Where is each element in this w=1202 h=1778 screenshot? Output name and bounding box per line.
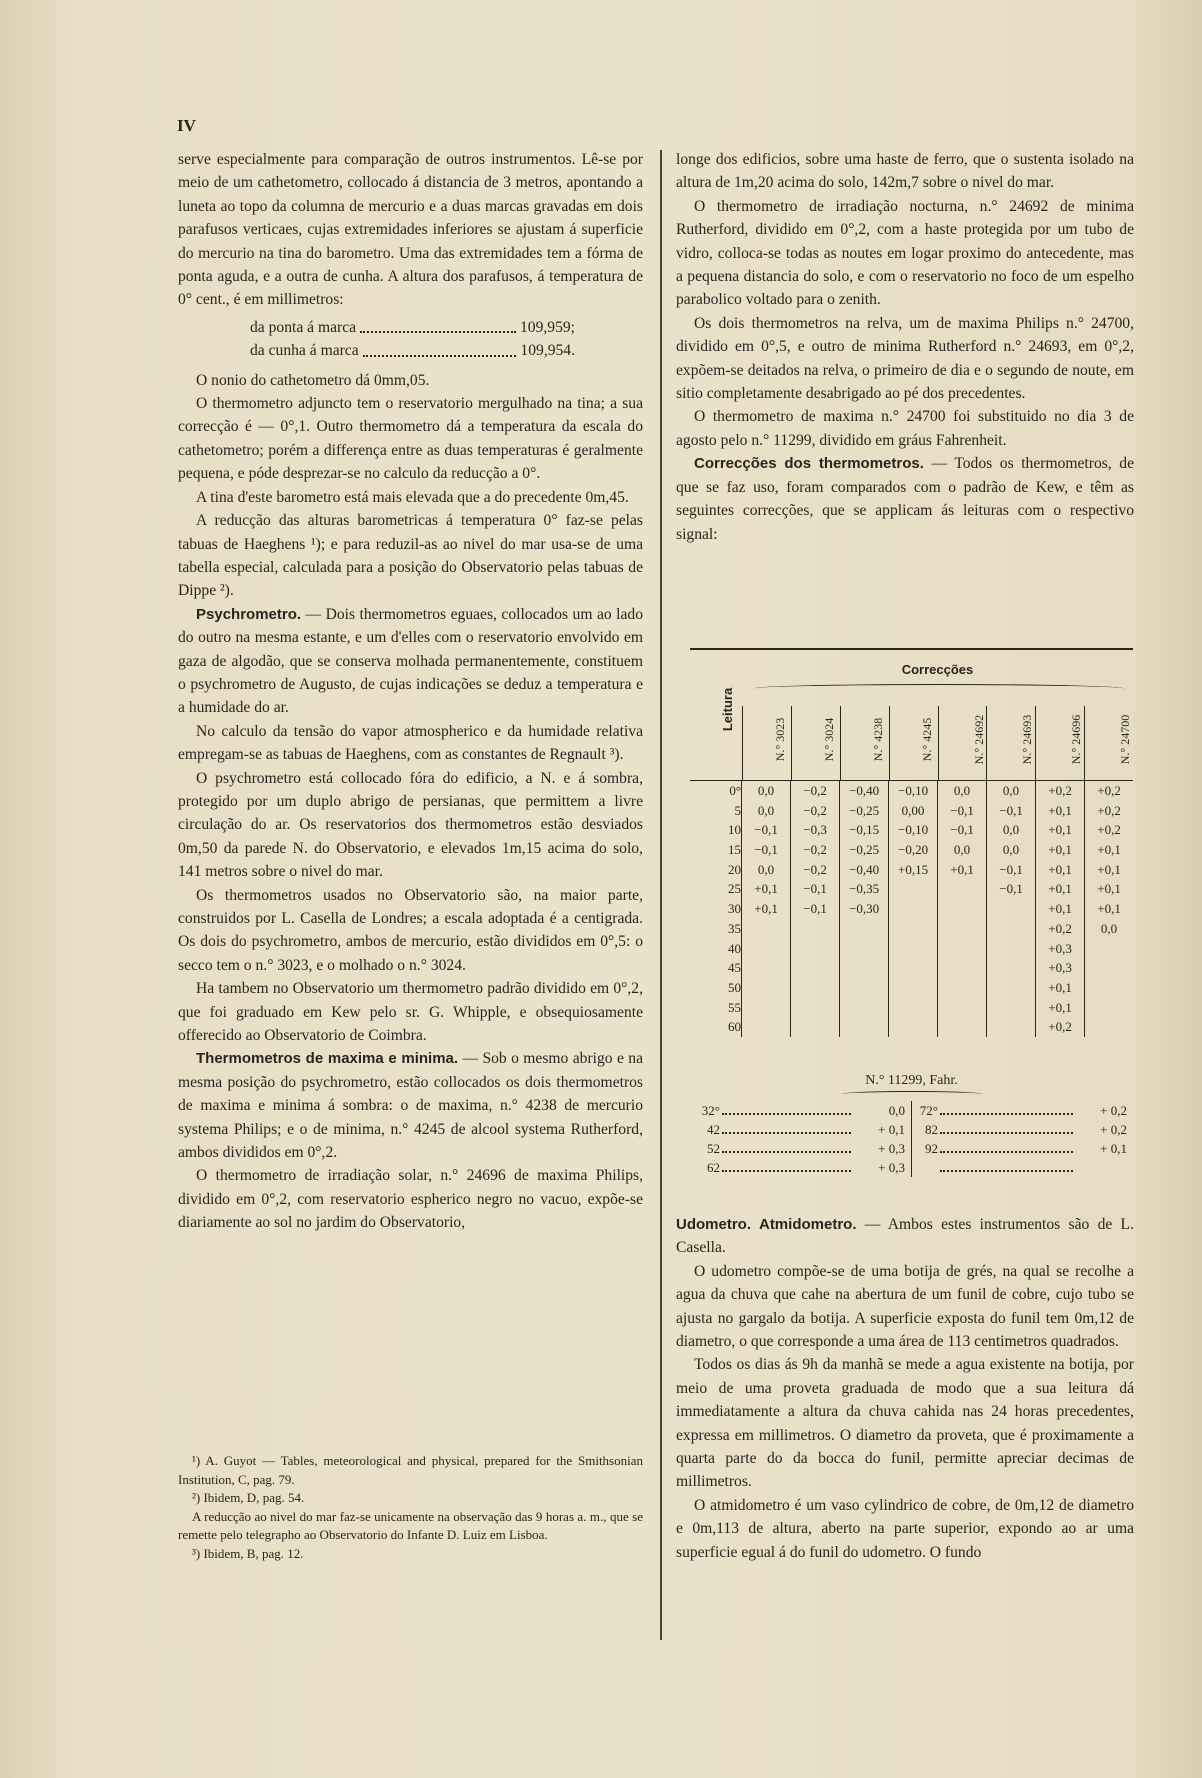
- column-header-label: N.° 3024: [822, 717, 837, 762]
- table-cell: [986, 958, 1035, 978]
- table-cell: −0,25: [839, 801, 888, 821]
- table-cell: −0,40: [839, 860, 888, 880]
- table-cell: [986, 978, 1035, 998]
- table-row: [690, 919, 1133, 939]
- table-cell: +0,15: [888, 860, 937, 880]
- table-cell: +0,1: [1035, 840, 1084, 860]
- table-cell: [839, 1017, 888, 1037]
- section-heading: Correcções dos thermometros.: [694, 455, 924, 473]
- table-cell: −0,35: [839, 879, 888, 899]
- table-cell: +0,1: [1035, 801, 1084, 821]
- table-cell: −0,1: [986, 801, 1035, 821]
- table-cell: [937, 998, 986, 1018]
- table-cell: +0,2: [1035, 919, 1084, 939]
- column-header-label: N.° 4245: [919, 717, 934, 762]
- table-cell: −0,1: [790, 879, 839, 899]
- fahr-reading: [912, 1158, 938, 1177]
- column-header-label: N.° 24693: [1020, 714, 1035, 765]
- table-cell: +0,1: [1035, 820, 1084, 840]
- footnote: A reducção ao nivel do mar faz-se unicamente na observação das 9 horas a. m., que se remette pelo telegrapho ao Observatorio do Infante D. Luiz em Lisboa.: [178, 1508, 643, 1542]
- table-cell: 0,0: [1084, 919, 1133, 939]
- table-cell: +0,1: [1035, 998, 1084, 1018]
- table-cell: [986, 919, 1035, 939]
- row-label: 50: [728, 979, 742, 995]
- section-paragraph: [178, 603, 643, 720]
- table-cell: [986, 998, 1035, 1018]
- table-cell: 0,0: [937, 781, 986, 801]
- table-row: [690, 781, 1133, 801]
- table-cell: +0,3: [1035, 939, 1084, 959]
- table-cell: [1084, 939, 1133, 959]
- paragraph: Os dois thermometros na relva, um de maxima Philips n.° 24700, dividido em 0°,5, e outro de minima Rutherford n.° 24693, em 0°,2, expõem-se deitados na relva, o primeiro de dia e o segundo de noute, em sitio completamente desabrigado ao pé dos precedentes.: [676, 314, 1134, 403]
- fahr-reading: 62: [707, 1160, 720, 1175]
- table-cell: [888, 998, 937, 1018]
- footnotes: [178, 1452, 643, 1563]
- measurement-list: [250, 316, 575, 363]
- table-cell: [888, 939, 937, 959]
- table-row: [690, 899, 1133, 919]
- table-cell: [1084, 978, 1133, 998]
- table-cell: [986, 1017, 1035, 1037]
- row-label: 30: [728, 901, 742, 917]
- table-cell: −0,30: [839, 899, 888, 919]
- measurement-value: 109,954.: [520, 342, 575, 360]
- table-cell: −0,15: [839, 820, 888, 840]
- paragraph: serve especialmente para comparação de outros instrumentos. Lê-se por meio de um cathetometro, collocado á distancia de 3 metros, apontando a luneta ao topo da columna de mercurio e a duas marcas gravadas em dois parafusos verticaes, cujas extremidades inferiores se ajustam á superficie do mercurio na tina do barometro. Uma das extremidades tem a fórma de ponta aguda, e a outra de cunha. A altura dos parafusos, á temperatura de 0° cent., é em millimetros:: [178, 151, 643, 309]
- table-cell: 0,0: [937, 840, 986, 860]
- table-cell: [888, 899, 937, 919]
- section-text: — Sob o mesmo abrigo e na mesma posição do psychrometro, estão collocados os dois thermometros de maxima e minima á sombra: o de maxima, n.° 4238 de mercurio systema Philips; e o de minima, n.° 4245 de alcool systema Rutherford, ambos divididos em 0°,2.: [178, 1050, 644, 1162]
- table-row: [690, 879, 1133, 899]
- paragraph: longe dos edificios, sobre uma haste de ferro, que o sustenta isolado na altura de 1m,20 acima do solo, 142m,7 sobre o nivel do mar.: [676, 151, 1134, 192]
- header-brace: [754, 684, 1124, 693]
- table-cell: −0,20: [888, 840, 937, 860]
- table-cell: +0,1: [1084, 899, 1133, 919]
- footnote: ²) Ibidem, D, pag. 54.: [192, 1490, 305, 1505]
- table-cell: [937, 1017, 986, 1037]
- table-cell: [986, 899, 1035, 919]
- paragraph: No calculo da tensão do vapor atmospherico e da humidade relativa empregam-se as tabuas de Haeghens, com as constantes de Regnault ³).: [178, 722, 643, 764]
- table-cell: 0,0: [741, 781, 790, 801]
- column-header: [1084, 706, 1133, 780]
- table-cell: +0,2: [1035, 1017, 1084, 1037]
- table-cell: [937, 919, 986, 939]
- table-cell: [839, 998, 888, 1018]
- paragraph: O thermometro de maxima n.° 24700 foi substituido no dia 3 de agosto pelo n.° 11299, dividido em gráus Fahrenheit.: [676, 408, 1134, 449]
- corrections-table: [690, 648, 1133, 1037]
- footnote: ¹) A. Guyot — Tables, meteorological and physical, prepared for the Smithsonian Institution, C, pag. 79.: [178, 1453, 643, 1487]
- row-label: 35: [728, 920, 742, 936]
- fahrenheit-table: [690, 1073, 1133, 1177]
- table-cell: [1084, 958, 1133, 978]
- row-label: 60: [728, 1019, 742, 1035]
- table-cell: [937, 879, 986, 899]
- row-label: 55: [728, 999, 742, 1015]
- paragraph: Os thermometros usados no Observatorio são, na maior parte, construidos por L. Casella de Londres; a escala adoptada é a centigrada. Os dois do psychrometro, ambos de mercurio, estão divididos em 0°,5: o secco tem o n.° 3023, e o molhado o n.° 3024.: [178, 886, 643, 974]
- fahr-title: N.° 11299, Fahr.: [865, 1073, 958, 1088]
- table-cell: [741, 998, 790, 1018]
- fahr-reading: 72°: [919, 1103, 938, 1118]
- table-cell: [741, 919, 790, 939]
- row-label: 5: [734, 802, 742, 818]
- row-label: 0°: [729, 783, 742, 798]
- table-row: [690, 801, 1133, 821]
- table-cell: −0,40: [839, 781, 888, 801]
- section-text: — Todos os thermometros, de que se faz uso, foram comparados com o padrão de Kew, e têm as seguintes correcções, que se applicam ás leituras com o respectivo signal:: [676, 455, 1134, 543]
- table-row: [690, 840, 1133, 860]
- fahr-correction: + 0,1: [878, 1122, 905, 1137]
- measurement-label: da ponta á marca: [250, 318, 357, 336]
- table-cell: [937, 899, 986, 919]
- table-cell: [741, 1017, 790, 1037]
- table-cell: +0,1: [1035, 879, 1084, 899]
- section-paragraph: [676, 1213, 1134, 1260]
- leitura-header: Leitura: [720, 687, 736, 732]
- fahr-row: [690, 1158, 1133, 1177]
- table-cell: [790, 1017, 839, 1037]
- fahr-correction: 0,0: [888, 1103, 905, 1118]
- section-paragraph: [676, 452, 1134, 546]
- table-row: [690, 998, 1133, 1018]
- table-cell: [888, 919, 937, 939]
- table-cell: [741, 939, 790, 959]
- table-row: [690, 820, 1133, 840]
- column-header: [742, 706, 791, 780]
- table-cell: [839, 958, 888, 978]
- paragraph: Todos os dias ás 9h da manhã se mede a agua existente na botija, por meio de uma proveta graduada de modo que a sua leitura dá immediatamente a altura da chuva cahida nas 24 horas precedentes, expressa em millimetros. O diametro da proveta, que é proximamente a quarta parte do da bocca do funil, permitte apreciar decimas de millimetros.: [676, 1356, 1134, 1491]
- table-cell: 0,0: [986, 781, 1035, 801]
- section-heading: Udometro. Atmidometro.: [676, 1216, 857, 1233]
- row-label: 10: [728, 822, 742, 838]
- paragraph: O psychrometro está collocado fóra do edificio, a N. e á sombra, protegido por um duplo abrigo de persianas, que permittem a livre circulação do ar. Os reservatorios dos thermometros estão desviados 0m,50 da parede N. do Observatorio, e elevados 1m,15 acima do solo, 141 metros sobre o nivel do mar.: [178, 769, 643, 881]
- table-cell: [937, 958, 986, 978]
- table-cell: +0,2: [1084, 781, 1133, 801]
- fahr-correction: [1077, 1158, 1133, 1177]
- fahr-reading: 42: [707, 1122, 720, 1137]
- fahr-body: [690, 1101, 1133, 1177]
- row-label: 45: [728, 960, 742, 976]
- table-row: [690, 939, 1133, 959]
- paragraph: O udometro compõe-se de uma botija de grés, na qual se recolhe a agua da chuva que cahe na abertura de um funil de cobre, cujo tubo se ajusta no gargalo da botija. A superficie exposta do funil tem 0m,12 de diametro, o que corresponde a uma área de 113 centimetros quadrados.: [676, 1262, 1134, 1351]
- table-cell: −0,1: [986, 879, 1035, 899]
- table-cell: [888, 978, 937, 998]
- table-cell: −0,1: [937, 820, 986, 840]
- column-header: [791, 706, 840, 780]
- table-cell: −0,10: [888, 820, 937, 840]
- section-text: — Dois thermometros eguaes, collocados um ao lado do outro na mesma estante, e um d'elles com o reservatorio envolvido em gaza de algodão, que se conserva molhada permanentemente, constituem o psychrometro de Augusto, de cujas indicações se deduz a temperatura e a humidade do ar.: [178, 605, 643, 717]
- table-cell: [839, 939, 888, 959]
- table-cell: [790, 958, 839, 978]
- correccoes-header: Correcções: [901, 662, 974, 677]
- section-text: — Ambos estes instrumentos são de L. Casella.: [676, 1216, 1134, 1257]
- table-cell: +0,1: [1084, 879, 1133, 899]
- right-column-lower: [676, 1213, 1134, 1564]
- table-row: [690, 958, 1133, 978]
- table-row: [690, 860, 1133, 880]
- section-heading: Thermometros de maxima e minima.: [196, 1050, 459, 1068]
- table-cell: [888, 879, 937, 899]
- table-row: [690, 978, 1133, 998]
- fahr-reading: 52: [707, 1141, 720, 1156]
- fahr-correction: + 0,3: [878, 1141, 905, 1156]
- column-header-label: N.° 3023: [773, 717, 788, 762]
- table-cell: −0,1: [741, 820, 790, 840]
- column-header: [938, 706, 987, 780]
- table-cell: −0,10: [888, 781, 937, 801]
- fahr-row: [690, 1139, 1133, 1158]
- table-cell: −0,2: [790, 860, 839, 880]
- fahr-correction: + 0,2: [1100, 1103, 1127, 1118]
- table-cell: −0,1: [741, 840, 790, 860]
- table-cell: [839, 978, 888, 998]
- column-headers: [742, 706, 1133, 780]
- table-cell: [1084, 1017, 1133, 1037]
- table-cell: 0,0: [986, 820, 1035, 840]
- table-cell: 0,00: [888, 801, 937, 821]
- table-cell: +0,2: [1035, 781, 1084, 801]
- table-cell: [937, 978, 986, 998]
- table-cell: −0,2: [790, 801, 839, 821]
- table-cell: 0,0: [986, 840, 1035, 860]
- paragraph: O atmidometro é um vaso cylindrico de cobre, de 0m,12 de diametro e 0m,113 de altura, aberto na parte superior, expondo ao ar uma superficie egual á do funil do udometro. O fundo: [676, 1496, 1134, 1561]
- table-cell: [741, 958, 790, 978]
- paragraph: O thermometro de irradiação nocturna, n.° 24692 de minima Rutherford, dividido em 0°,2, com a haste protegida por um tubo de vidro, colloca-se todas as noutes em logar proximo do antecedente, mas a pequena distancia do solo, e com o reservatorio no foco de um espelho parabolico voltado para o zenith.: [676, 197, 1134, 309]
- paragraph: O thermometro de irradiação solar, n.° 24696 de maxima Philips, dividido em 0°,2, com reservatorio espherico negro no vacuo, expõe-se diariamente ao sol no jardim do Observatorio,: [178, 1167, 643, 1232]
- table-cell: [888, 1017, 937, 1037]
- fahr-row: [690, 1101, 1133, 1120]
- column-header: [840, 706, 889, 780]
- page-number: IV: [177, 116, 196, 135]
- column-header: [1035, 706, 1084, 780]
- table-body: [690, 781, 1133, 1037]
- table-cell: [790, 919, 839, 939]
- paragraph: Ha tambem no Observatorio um thermometro padrão dividido em 0°,2, que foi graduado em Kew pelo sr. G. Whipple, e obsequiosamente offerecido ao Observatorio de Coimbra.: [178, 980, 643, 1045]
- table-cell: +0,1: [1084, 840, 1133, 860]
- row-label: 20: [728, 861, 742, 877]
- table-cell: −0,3: [790, 820, 839, 840]
- table-cell: [888, 958, 937, 978]
- table-cell: +0,1: [741, 899, 790, 919]
- table-cell: [790, 978, 839, 998]
- paragraph: O nonio do cathetometro dá 0mm,05.: [196, 371, 430, 389]
- table-cell: [741, 978, 790, 998]
- column-divider: [660, 150, 662, 1640]
- table-cell: +0,3: [1035, 958, 1084, 978]
- column-header: [986, 706, 1035, 780]
- table-cell: +0,1: [1035, 860, 1084, 880]
- table-cell: −0,2: [790, 840, 839, 860]
- section-heading: Psychrometro.: [196, 605, 302, 623]
- paragraph: A tina d'este barometro está mais elevada que a do precedente 0m,45.: [196, 488, 629, 506]
- table-cell: +0,1: [741, 879, 790, 899]
- fahr-correction: + 0,3: [878, 1160, 905, 1175]
- column-header: [889, 706, 938, 780]
- table-header: [690, 650, 1133, 780]
- column-header-label: N.° 24696: [1069, 714, 1084, 765]
- table-cell: [986, 939, 1035, 959]
- measurement-value: 109,959;: [519, 318, 575, 336]
- table-cell: −0,25: [839, 840, 888, 860]
- table-cell: +0,1: [1084, 860, 1133, 880]
- paragraph: A reducção das alturas barometricas á temperatura 0° faz-se pelas tabuas de Haeghens ¹); e para reduzil-as ao nivel do mar usa-se de uma tabella especial, calculada para a posição do Observatorio pelas tabuas de Dippe ²).: [178, 512, 643, 600]
- column-header-label: N.° 24700: [1118, 714, 1133, 765]
- fahr-correction: + 0,1: [1100, 1141, 1127, 1156]
- table-cell: 0,0: [741, 860, 790, 880]
- right-column: [676, 148, 1134, 546]
- row-label: 25: [728, 881, 742, 897]
- left-column: [178, 148, 643, 1235]
- table-cell: +0,2: [1084, 801, 1133, 821]
- row-label: 15: [728, 842, 742, 858]
- table-cell: [790, 939, 839, 959]
- table-cell: +0,1: [937, 860, 986, 880]
- fahr-reading: 92: [925, 1141, 938, 1156]
- table-cell: −0,1: [790, 899, 839, 919]
- table-cell: +0,1: [1035, 978, 1084, 998]
- table-cell: +0,2: [1084, 820, 1133, 840]
- table-cell: −0,1: [937, 801, 986, 821]
- section-paragraph: [178, 1047, 643, 1164]
- table-cell: [790, 998, 839, 1018]
- table-row: [690, 1017, 1133, 1037]
- table-cell: −0,2: [790, 781, 839, 801]
- paragraph: O thermometro adjuncto tem o reservatorio mergulhado na tina; a sua correcção é — 0°,1. Outro thermometro dá a temperatura da escala do cathetometro; porém a differença entre as duas temperaturas é geralmente pequena, e póde desprezar-se no calculo da reducção a 0°.: [178, 395, 643, 483]
- measurement-label: da cunha á marca: [250, 342, 359, 360]
- table-cell: 0,0: [741, 801, 790, 821]
- table-cell: [937, 939, 986, 959]
- fahr-reading: 32°: [701, 1103, 720, 1118]
- table-cell: −0,1: [986, 860, 1035, 880]
- row-label: 40: [728, 940, 742, 956]
- table-cell: +0,1: [1035, 899, 1084, 919]
- column-header-label: N.° 4238: [870, 717, 885, 762]
- footnote: ³) Ibidem, B, pag. 12.: [192, 1545, 304, 1561]
- table-cell: [839, 919, 888, 939]
- fahr-reading: 82: [925, 1122, 938, 1137]
- column-header-label: N.° 24692: [971, 714, 986, 765]
- fahr-correction: + 0,2: [1100, 1122, 1127, 1137]
- fahr-row: [690, 1120, 1133, 1139]
- table-cell: [1084, 998, 1133, 1018]
